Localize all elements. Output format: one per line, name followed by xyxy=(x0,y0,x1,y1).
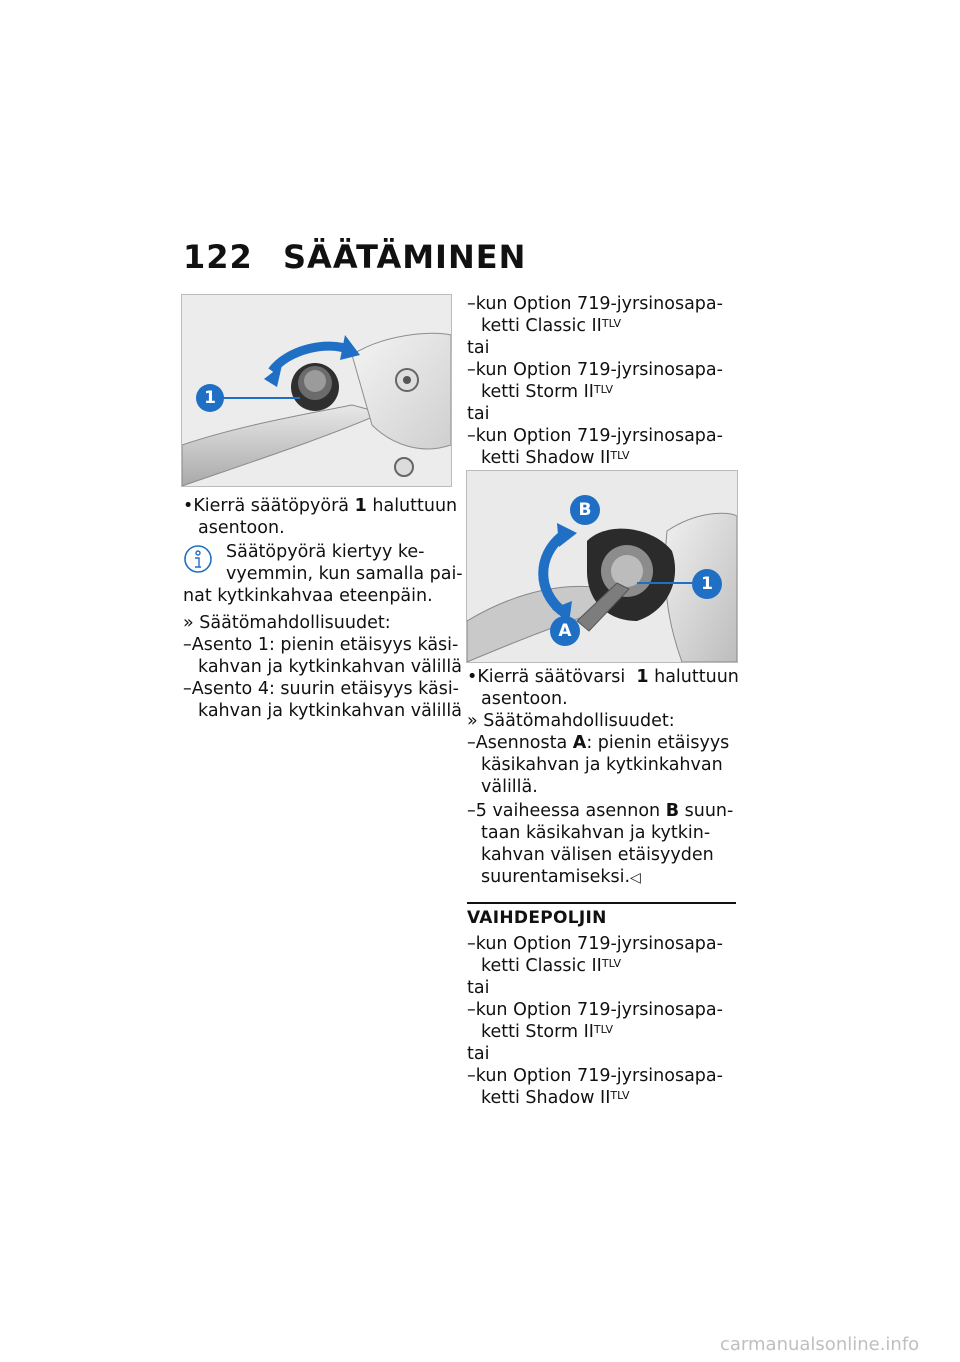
watermark: carmanualsonline.info xyxy=(720,1334,920,1355)
clutch-lever-adjuster-figure xyxy=(466,470,738,663)
section-divider xyxy=(467,902,736,904)
callout-1: 1 xyxy=(196,384,224,412)
list-item-asento-4: –Asento 4: suurin etäisyys käsi- xyxy=(183,679,460,699)
chapter-title: SÄÄTÄMINEN xyxy=(283,238,527,276)
section-title-vaihdepoljin: VAIHDEPOLJIN xyxy=(467,908,607,928)
bullet: • xyxy=(183,496,194,516)
step-kierra-saatopyora: •Kierrä säätöpyörä 1 haluttuun xyxy=(183,496,458,516)
tai-2: tai xyxy=(467,404,490,424)
tai-1: tai xyxy=(467,338,490,358)
callout-b: B xyxy=(570,495,600,525)
page-number: 122 xyxy=(183,238,253,276)
option-shadow-top: –kun Option 719-jyrsinosapa- xyxy=(467,426,723,446)
option-shadow-bottom: –kun Option 719-jyrsinosapa- xyxy=(467,1066,723,1086)
step-kierra-saatovarsi: •Kierrä säätövarsi 1 haluttuun xyxy=(467,667,739,687)
callout-a: A xyxy=(550,616,580,646)
result-saatomahdollisuudet: » Säätömahdollisuudet: xyxy=(183,613,391,633)
list-item-5-vaiheessa: –5 vaiheessa asennon B suun- xyxy=(467,801,734,821)
end-mark-icon: ◁ xyxy=(630,870,641,886)
option-classic-top: –kun Option 719-jyrsinosapa- xyxy=(467,294,723,314)
tai-3: tai xyxy=(467,978,490,998)
option-storm-top: –kun Option 719-jyrsinosapa- xyxy=(467,360,723,380)
callout-1: 1 xyxy=(692,569,722,599)
list-item-asennosta-a: –Asennosta A: pienin etäisyys xyxy=(467,733,730,753)
option-storm-bottom: –kun Option 719-jyrsinosapa- xyxy=(467,1000,723,1020)
info-icon xyxy=(183,544,213,574)
option-classic-bottom: –kun Option 719-jyrsinosapa- xyxy=(467,934,723,954)
list-item-asento-1: –Asento 1: pienin etäisyys käsi- xyxy=(183,635,459,655)
result-saatomahdollisuudet-2: » Säätömahdollisuudet: xyxy=(467,711,675,731)
tai-4: tai xyxy=(467,1044,490,1064)
brake-lever-adjuster-figure xyxy=(181,294,452,487)
